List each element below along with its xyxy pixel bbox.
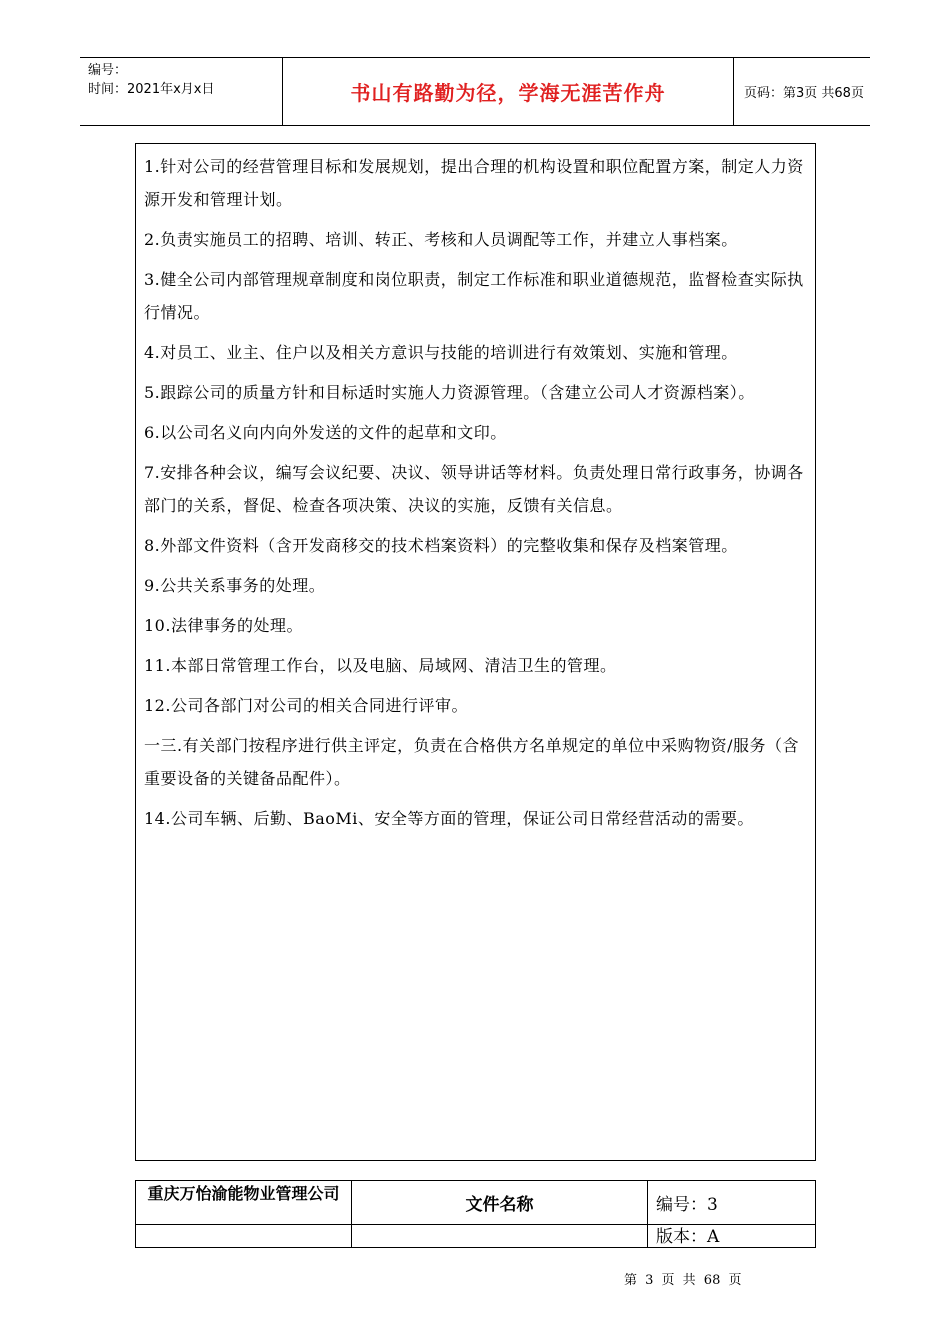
list-item: 14.公司车辆、后勤、BaoMi、安全等方面的管理，保证公司日常经营活动的需要。 (144, 809, 754, 828)
header-left-cell (80, 58, 282, 125)
slogan: 书山有路勤为径，学海无涯苦作舟 (282, 58, 734, 125)
company-name: 重庆万怡渝能物业管理公司 (136, 1181, 352, 1225)
time-label: 时间：2021年x月x日 (88, 82, 215, 97)
list-item: 2.负责实施员工的招聘、培训、转正、考核和人员调配等工作，并建立人事档案。 (144, 230, 738, 249)
number-label: 编号： (88, 63, 128, 78)
blank-cell (352, 1225, 648, 1247)
doc-version: 版本：A (656, 1227, 720, 1247)
page-info: 页码：第3页 共68页 (744, 86, 864, 101)
list-item: 1.针对公司的经营管理目标和发展规划，提出合理的机构设置和职位配置方案，制定人力资源开发和管理计划。 (144, 157, 804, 209)
list-item: 10.法律事务的处理。 (144, 616, 303, 635)
list-item: 3.健全公司内部管理规章制度和岗位职责，制定工作标准和职业道德规范，监督检查实际执行情况。 (144, 270, 804, 322)
list-item: 5.跟踪公司的质量方针和目标适时实施人力资源管理。（含建立公司人才资源档案）。 (144, 383, 755, 402)
list-item: 7.安排各种会议，编写会议纪要、决议、领导讲话等材料。负责处理日常行政事务，协调各部门的关系，督促、检查各项决策、决议的实施，反馈有关信息。 (144, 463, 804, 515)
doc-number: 编号：3 (648, 1181, 815, 1225)
list-item: 9.公共关系事务的处理。 (144, 576, 326, 595)
list-item: 4.对员工、业主、住户以及相关方意识与技能的培训进行有效策划、实施和管理。 (144, 343, 738, 362)
list-item: 6.以公司名义向内向外发送的文件的起草和文印。 (144, 423, 507, 442)
responsibilities-box (135, 143, 816, 1161)
list-item: 8.外部文件资料（含开发商移交的技术档案资料）的完整收集和保存及档案管理。 (144, 536, 738, 555)
header-table (80, 57, 870, 126)
page-footer: 第 3 页 共 68 页 (624, 1273, 742, 1288)
list-item: 一三.有关部门按程序进行供主评定，负责在合格供方名单规定的单位中采购物资/服务（含重要设备的关键备品配件）。 (144, 736, 799, 788)
blank-cell (136, 1225, 352, 1247)
doc-name-label: 文件名称 (352, 1181, 648, 1225)
list-item: 12.公司各部门对公司的相关合同进行评审。 (144, 696, 468, 715)
footer-table (135, 1180, 816, 1248)
list-item: 11.本部日常管理工作台，以及电脑、局域网、清洁卫生的管理。 (144, 656, 617, 675)
